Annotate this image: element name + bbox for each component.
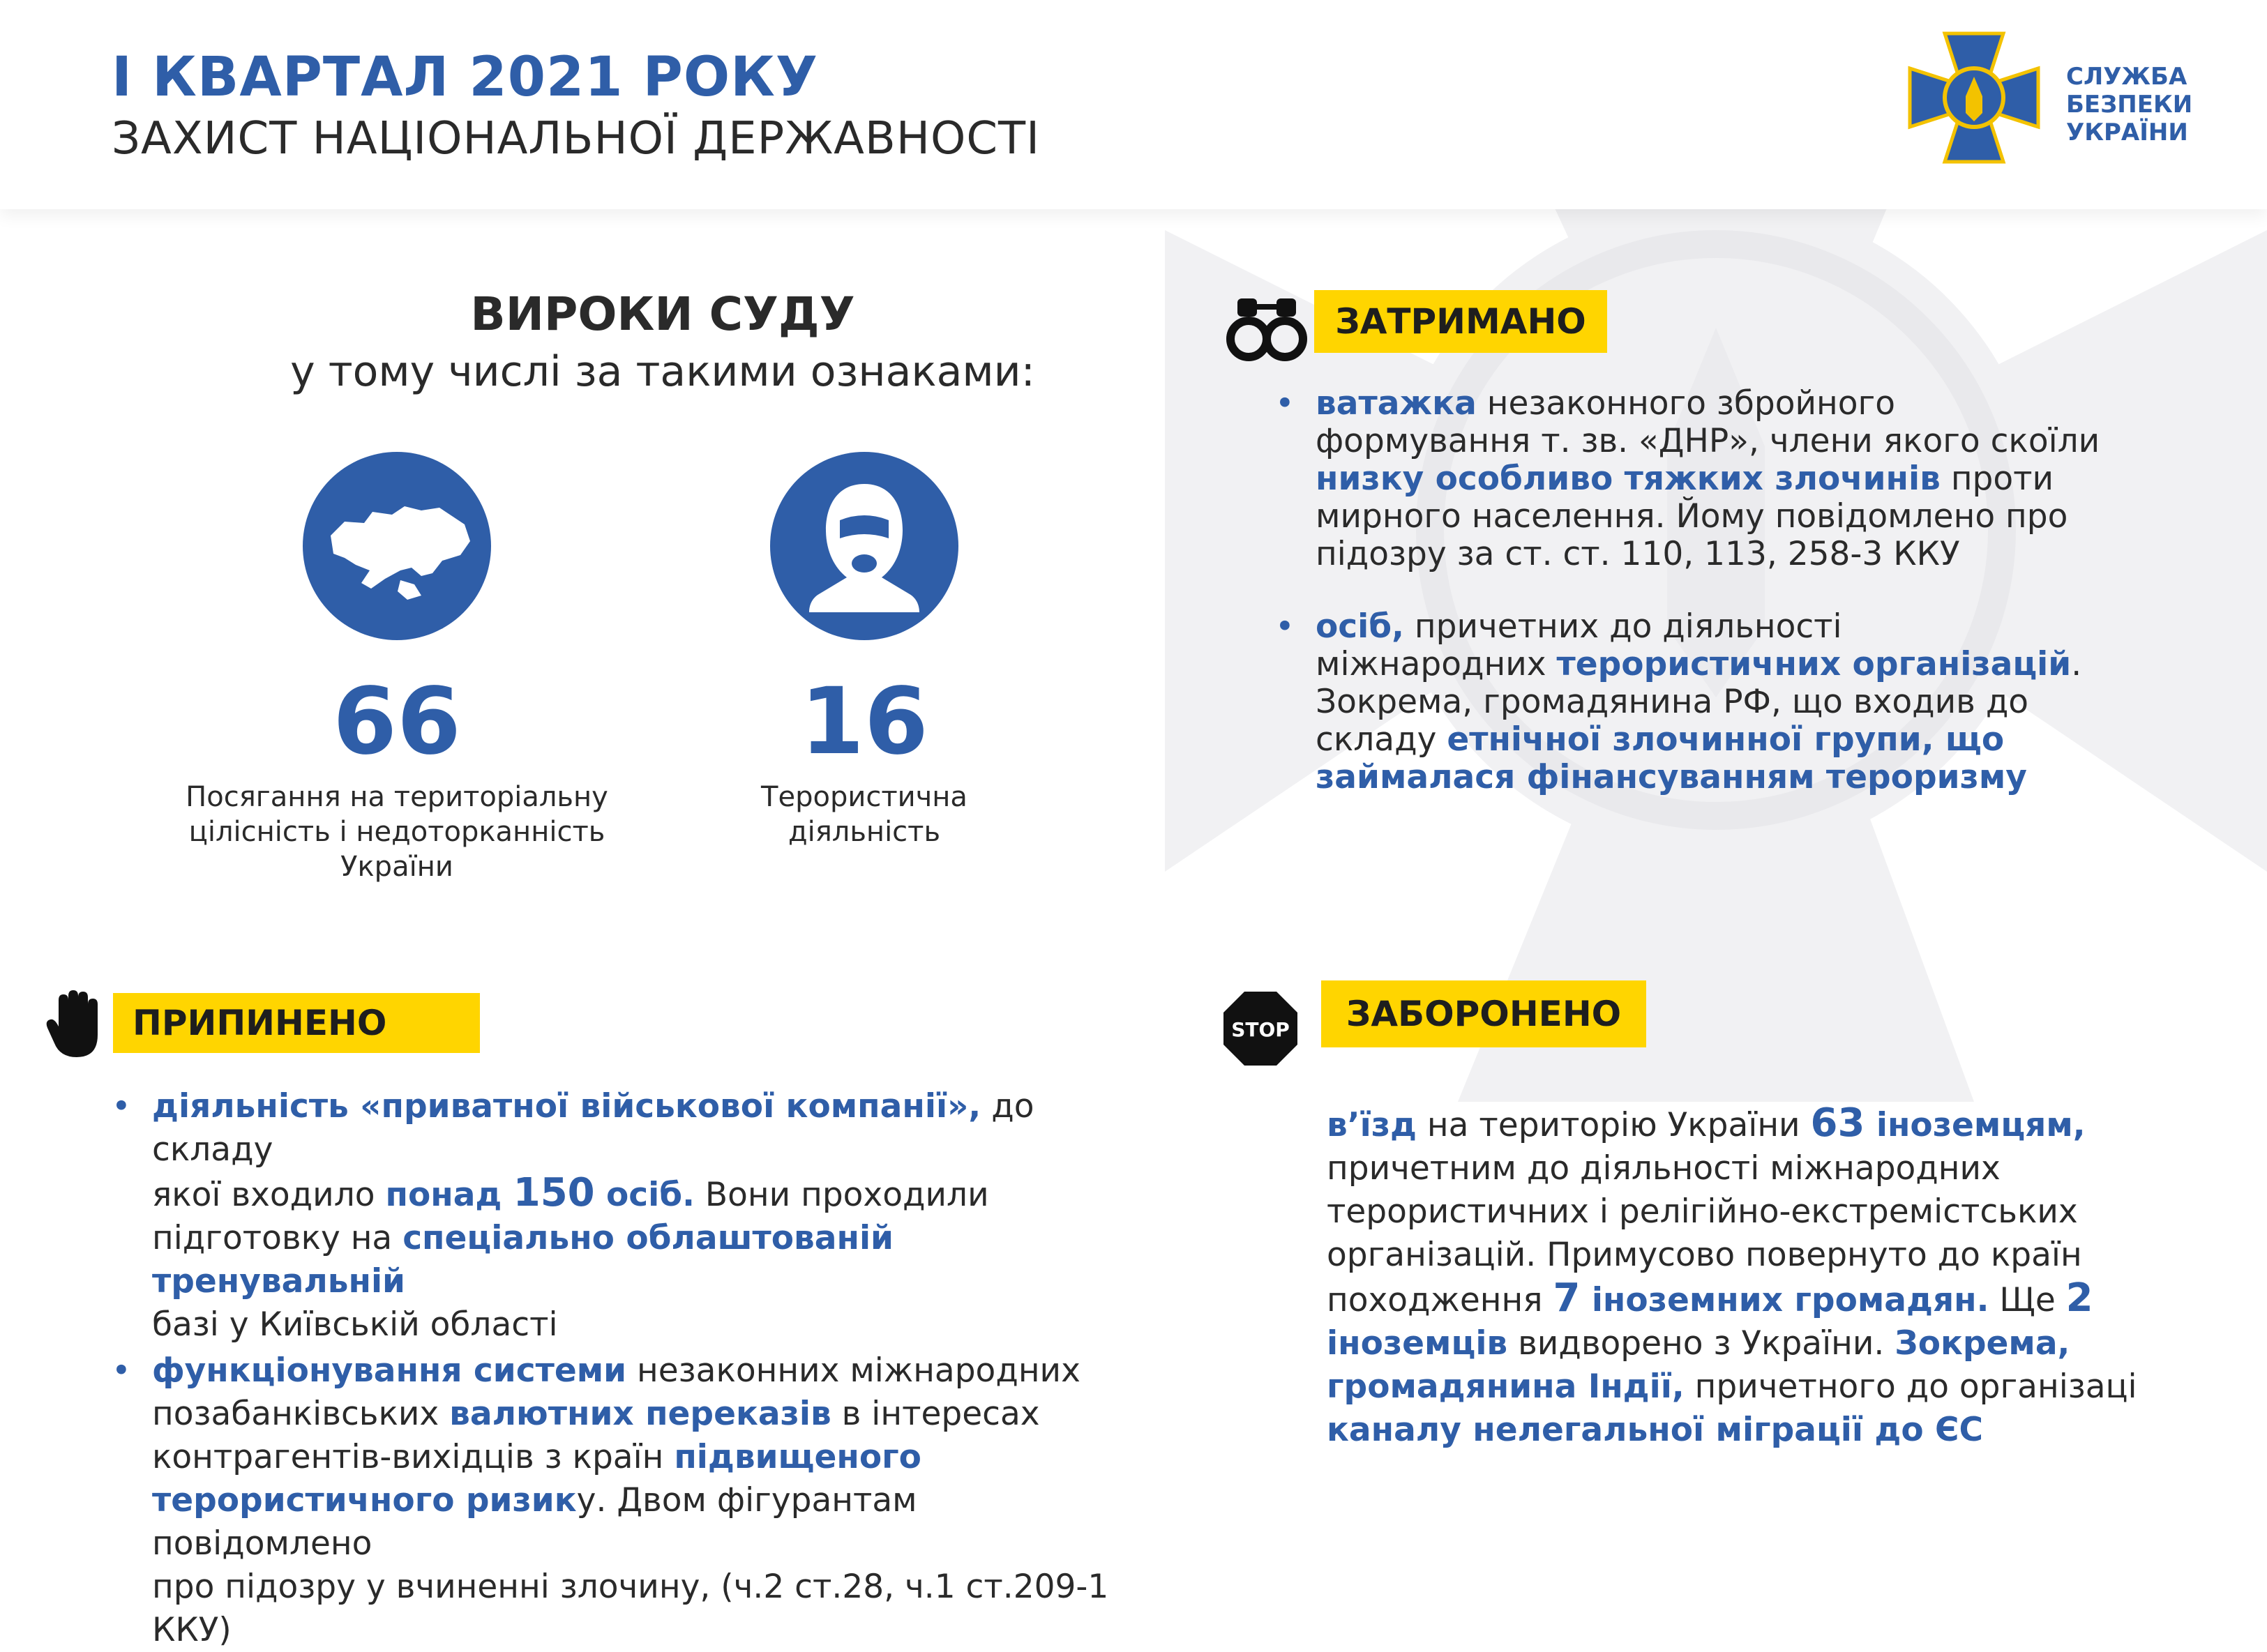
stop-hand-icon [45,990,107,1060]
text-line: терористичних і релігійно-екстремістських [1327,1192,2078,1231]
text-highlight: терористичних організацій [1556,645,2072,683]
text-highlight: осіб, [1316,607,1404,646]
text-highlight: в’їзд [1327,1106,1417,1144]
text-line: Зокрема, громадянина РФ, що входив до [1316,683,2029,721]
text-highlight: каналу нелегальної міграції до ЄС [1327,1411,1983,1449]
bullet-dot: • [1275,607,1295,646]
text-line: організацій. Примусово повернуто до країн [1327,1236,2082,1274]
stat-icon-circle [770,452,958,640]
text-highlight: підвищеного [674,1438,921,1476]
logo-line: СЛУЖБА [2066,63,2187,91]
text-span: . [2071,645,2082,683]
stat-icon-circle [303,452,491,640]
banned-badge [1321,980,1646,1047]
text-highlight: етнічної злочинної групи, що [1447,720,2005,759]
text-span: підготовку на [152,1219,403,1257]
page-subtitle: ЗАХИСТ НАЦІОНАЛЬНОЇ ДЕРЖАВНОСТІ [112,113,1040,165]
text-span: незаконного збройного [1476,384,1895,423]
verdicts-subtitle: у тому числі за такими ознаками: [290,347,1035,396]
text-highlight: іноземних громадян. [1580,1281,1989,1319]
logo-line: УКРАЇНИ [2066,119,2188,146]
text-highlight: громадянина Індії, [1327,1367,1685,1406]
text-span: до складу [152,1087,1034,1169]
list-item [112,1085,1143,1347]
text-highlight: 150 [513,1170,595,1215]
text-line: причетним до діяльності міжнародних [1327,1149,2001,1188]
bullet-dot: • [1275,384,1295,423]
stopped-list [112,1085,1143,1652]
text-span: контрагентів-вихідців з країн [152,1438,675,1476]
stat-value: 16 [800,668,928,775]
stat-label-line: України [340,851,453,883]
stat-label-line: діяльність [788,816,941,848]
text-highlight: Зокрема, [1895,1324,2070,1363]
banned-badge-label: ЗАБОРОНЕНО [1346,994,1622,1034]
text-highlight: терористичного ризик [152,1481,577,1520]
text-highlight: 2 [2065,1275,2093,1321]
balaclava-icon [770,452,958,640]
text-highlight: іноземцям, [1865,1106,2086,1144]
text-line: підозру за ст. ст. 110, 113, 258-3 ККУ [1316,535,1960,573]
text-span: незаконних міжнародних [626,1351,1080,1390]
stat-label-line: Терористична [761,781,967,813]
header-bar [0,0,2267,209]
list-item [1275,607,2222,796]
text-highlight: спеціально облаштованій тренувальній [152,1219,894,1301]
text-line: базі у Київській області [152,1305,558,1344]
text-span: видворено з України. [1507,1324,1895,1363]
stop-sign-icon [1222,990,1299,1067]
text-span: у. Двом фігурантам повідомлено [152,1481,917,1563]
text-span: проти [1940,460,2054,498]
text-span: міжнародних [1316,645,1557,683]
text-span: на територію України [1416,1106,1811,1144]
text-highlight: низку особливо тяжких злочинів [1316,460,1941,498]
text-highlight: функціонування системи [152,1351,627,1390]
page-title: І КВАРТАЛ 2021 РОКУ [112,46,819,109]
text-highlight: ватажка [1316,384,1477,423]
text-highlight: 7 [1553,1275,1581,1321]
list-item [112,1349,1143,1652]
stopped-badge [113,993,480,1053]
stat-label-line: Посягання на територіальну [186,781,608,813]
text-span: в інтересах [831,1395,1040,1433]
text-line: формування т. зв. «ДНР», члени якого скоїли [1316,422,2100,460]
text-span: якої входило [152,1176,386,1214]
detained-badge [1314,290,1607,353]
stat-label [655,780,1074,849]
stat-label [139,780,655,884]
text-highlight: осіб. [594,1176,695,1214]
stopped-badge-label: ПРИПИНЕНО [133,1003,387,1043]
text-span: причетного до організаці [1684,1367,2137,1406]
detained-badge-label: ЗАТРИМАНО [1335,301,1586,342]
ukraine-map-icon [303,452,491,640]
bullet-dot: • [112,1087,131,1126]
text-span: походження [1327,1281,1553,1319]
text-span: Ще [1989,1281,2066,1319]
list-item [1275,384,2222,573]
text-line: мирного населення. Йому повідомлено про [1316,497,2068,536]
stat-value: 66 [333,668,461,775]
text-highlight: 63 [1810,1100,1865,1146]
verdicts-title: ВИРОКИ СУДУ [470,287,855,341]
bullet-dot: • [112,1351,131,1390]
banned-paragraph [1327,1102,2234,1452]
text-line: про підозру у вчиненні злочину, (ч.2 ст.28, ч.1 ст.209-1 ККУ) [152,1568,1109,1649]
text-span: Вони проходили [694,1176,989,1214]
text-highlight: діяльність «приватної військової компанії», [152,1087,981,1126]
text-highlight: займалася фінансуванням тероризму [1316,758,2027,796]
text-highlight: понад [385,1176,513,1214]
stop-sign-text: STOP [1231,1018,1290,1041]
logo-line: БЕЗПЕКИ [2066,91,2193,119]
text-span: позабанківських [152,1395,450,1433]
sbu-logo-text [2066,63,2192,146]
text-span: причетних до діяльності [1403,607,1842,646]
stat-label-line: цілісність і недоторканність [188,816,605,848]
sbu-emblem-icon [1904,28,2044,167]
detained-list [1275,384,2222,796]
text-span: складу [1316,720,1447,759]
text-highlight: валютних переказів [449,1395,831,1433]
text-highlight: іноземців [1327,1324,1508,1363]
handcuffs-icon [1225,289,1309,365]
